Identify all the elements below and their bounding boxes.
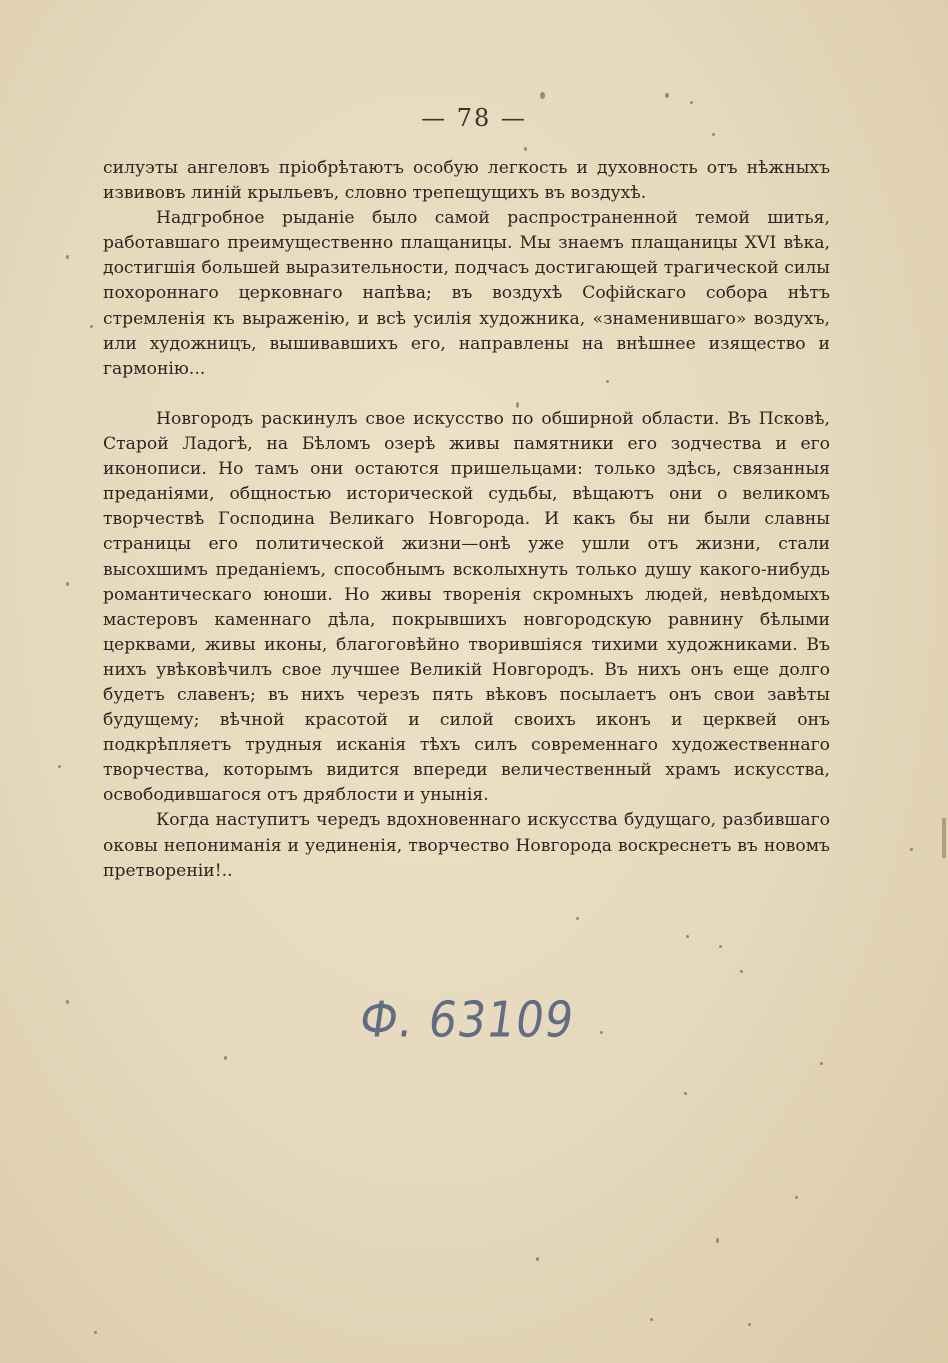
paper-speck: [690, 101, 693, 104]
paragraph-novgorod-art: Новгородъ раскинулъ свое искусство по обширной области. Въ Псковѣ, Старой Ладогѣ, на Бѣломъ озерѣ живы памятники его зодчества и его иконописи. Но тамъ они остаются пришельцами: только здѣсь, связанныя преданіями, общностью исторической судьбы, вѣщаютъ они о великомъ творчествѣ Господина Великаго Новгорода. И какъ бы ни были славны страницы его политической жизни—онѣ уже ушли отъ жизни, стали высохшимъ преданіемъ, способнымъ всколыхнуть только душу какого-нибудь романтическаго юноши. Но живы творенія скромныхъ людей, невѣдомыхъ мастеровъ каменнаго дѣла, покрывшихъ новгородскую равнину бѣлыми церквами, живы иконы, благоговѣйно творившіяся тихими художниками. Въ нихъ увѣковѣчилъ свое лучшее Великій Новгородъ. Въ нихъ онъ еще долго будетъ славенъ; въ нихъ черезъ пять вѣковъ посылаетъ онъ свои завѣты будущему; вѣчной красотой и силой своихъ иконъ и церквей онъ подкрѣпляетъ трудныя исканія тѣхъ силъ современнаго художественнаго творчества, которымъ видится впереди величественный храмъ искусства, освободившагося отъ дряблости и унынія.: [103, 408, 830, 806]
paper-speck: [66, 1000, 69, 1004]
paper-speck: [684, 1092, 687, 1095]
paper-speck: [748, 1323, 751, 1326]
handwritten-inventory-number: Ф. 63109: [356, 991, 578, 1049]
paper-speck: [719, 945, 722, 948]
paper-speck: [665, 93, 669, 98]
page-number: — 78 —: [421, 104, 527, 132]
paper-speck: [712, 133, 715, 136]
body-text: [103, 156, 830, 884]
paper-speck: [58, 765, 61, 768]
page-edge-mark: [942, 818, 946, 858]
paragraph-continued: силуэты ангеловъ пріобрѣтаютъ особую легкость и духовность отъ нѣжныхъ извивовъ линій крыльевъ, словно трепещущихъ въ воздухѣ.: [103, 158, 830, 204]
paper-speck: [90, 325, 93, 328]
paragraph-shroud: Надгробное рыданіе было самой распространенной темой шитья, работавшаго преимущественно плащаницы. Мы знаемъ плащаницы XVI вѣка, достигшія большей выразительности, подчасъ достигающей трагической силы похороннаго церковнаго напѣва; въ воздухѣ Софійскаго собора нѣтъ стремленія къ выраженію, и всѣ усилія художника, «знаменившаго» воздухъ, или художницъ, вышивавшихъ его, направлены на внѣшнее изящество и гармонію...: [103, 208, 830, 379]
paper-speck: [740, 970, 743, 973]
paper-speck: [606, 380, 609, 383]
paper-speck: [600, 1031, 603, 1034]
paper-speck: [524, 147, 527, 151]
paper-speck: [910, 848, 913, 851]
paper-speck: [540, 92, 545, 99]
paper-speck: [650, 1318, 653, 1321]
paper-speck: [716, 1238, 719, 1243]
paper-speck: [516, 402, 519, 408]
paper-speck: [94, 1331, 97, 1334]
paper-speck: [66, 255, 69, 259]
paper-speck: [795, 1196, 798, 1199]
paper-speck: [66, 582, 69, 586]
paper-speck: [576, 917, 579, 920]
paper-speck: [686, 935, 689, 938]
paper-speck: [224, 1056, 227, 1060]
paragraph-conclusion: Когда наступитъ чередъ вдохновеннаго искусства будущаго, разбившаго оковы непониманія и уединенія, творчество Новгорода воскреснетъ въ новомъ претвореніи!..: [103, 810, 830, 881]
paper-speck: [536, 1257, 539, 1261]
paper-speck: [820, 1062, 823, 1065]
